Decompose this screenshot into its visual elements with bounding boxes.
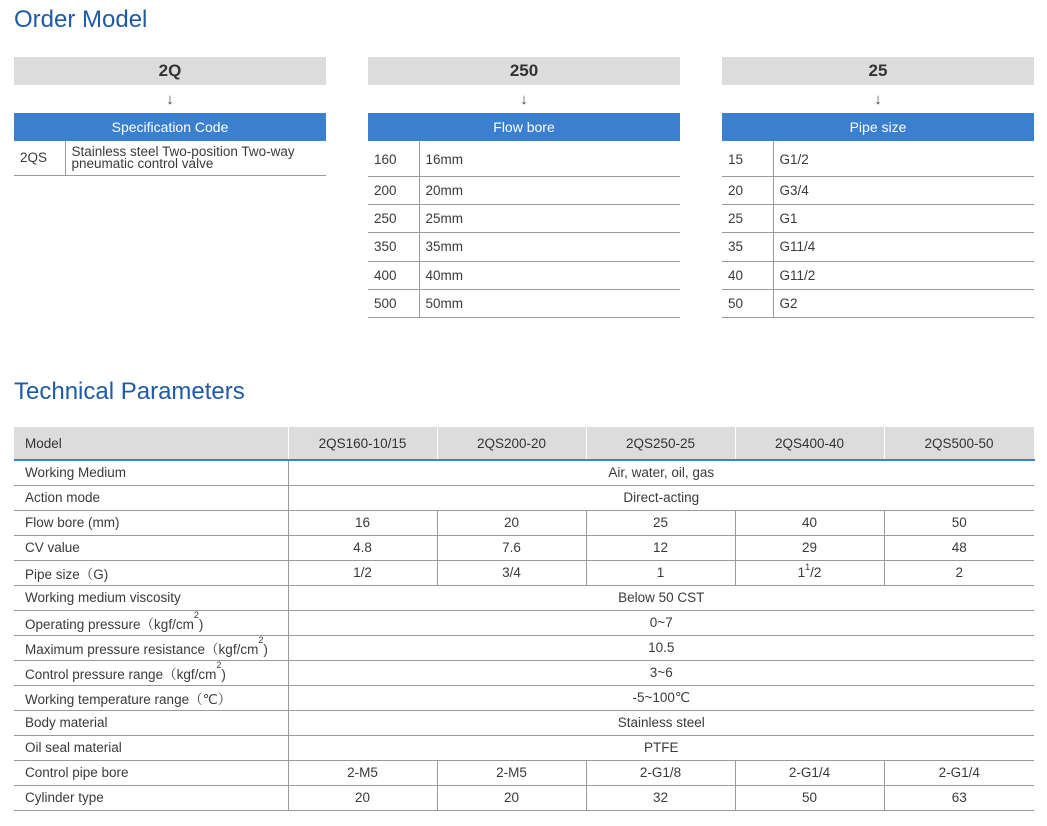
table-cell: 10.5: [288, 635, 1034, 660]
spec-code-cell: 2QS: [14, 141, 65, 175]
row-label: Working medium viscosity: [14, 585, 288, 610]
table-header-row: [14, 427, 1034, 460]
column-header: 2QS400-40: [735, 427, 884, 460]
order-code-box: 2Q: [14, 57, 326, 85]
table-row: [14, 685, 1034, 710]
table-cell: 20: [437, 785, 586, 810]
label-text: ): [221, 666, 226, 682]
code-cell: 20: [722, 176, 773, 204]
technical-parameters-title: Technical Parameters: [14, 378, 245, 405]
table-row: [722, 204, 1034, 232]
order-column-header: Flow bore: [368, 113, 680, 141]
table-cell: 2-G1/8: [586, 760, 735, 785]
table-row: [722, 233, 1034, 261]
table-cell: 2: [884, 560, 1034, 585]
label-text: ): [198, 616, 204, 632]
table-row: [14, 141, 326, 175]
table-cell: 0~7: [288, 610, 1034, 635]
table-cell: 48: [884, 535, 1034, 560]
row-label: Action mode: [14, 485, 288, 510]
desc-cell: G1: [773, 204, 1034, 232]
row-label: [14, 610, 288, 635]
table-cell: 2-G1/4: [735, 760, 884, 785]
row-label: CV value: [14, 535, 288, 560]
table-row: [14, 760, 1034, 785]
order-column-flow-bore: [368, 57, 680, 318]
row-label: Control pipe bore: [14, 760, 288, 785]
flow-bore-table: [368, 141, 680, 318]
table-row: [722, 261, 1034, 289]
desc-cell: 16mm: [419, 141, 680, 176]
table-cell: 40: [735, 510, 884, 535]
table-cell: 2-M5: [288, 760, 437, 785]
row-label: [14, 635, 288, 660]
table-cell: Below 50 CST: [288, 585, 1034, 610]
superscript: 1: [805, 562, 811, 572]
desc-cell: G11/2: [773, 261, 1034, 289]
arrow-down-icon: ↓: [166, 91, 174, 108]
table-row: [368, 204, 680, 232]
table-cell: 50: [884, 510, 1034, 535]
order-model-title: Order Model: [14, 6, 148, 33]
column-header: 2QS250-25: [586, 427, 735, 460]
table-row: [368, 141, 680, 176]
desc-cell: G11/4: [773, 233, 1034, 261]
label-text: Control pressure range（kgf/cm: [25, 666, 217, 682]
table-cell: Direct-acting: [288, 485, 1034, 510]
table-cell: 3~6: [288, 660, 1034, 685]
table-cell: Air, water, oil, gas: [288, 460, 1034, 485]
table-cell: 7.6: [437, 535, 586, 560]
table-row: [368, 233, 680, 261]
order-column-spec: [14, 57, 326, 176]
order-column-header: Pipe size: [722, 113, 1034, 141]
row-label: [14, 660, 288, 685]
technical-parameters-table: [14, 427, 1035, 811]
table-cell: 16: [288, 510, 437, 535]
spec-desc-line: Stainless steel Two-position Two-way: [71, 143, 295, 159]
code-cell: 160: [368, 141, 419, 176]
superscript: 2: [216, 659, 222, 670]
desc-cell: 40mm: [419, 261, 680, 289]
table-cell: 3/4: [437, 560, 586, 585]
code-cell: 400: [368, 261, 419, 289]
table-row: [14, 660, 1034, 685]
table-cell: 1/2: [288, 560, 437, 585]
spec-desc-line: pneumatic control valve: [71, 155, 214, 171]
table-cell: 63: [884, 785, 1034, 810]
table-row: [14, 710, 1034, 735]
table-row: [14, 560, 1034, 585]
code-cell: 200: [368, 176, 419, 204]
column-header: 2QS160-10/15: [288, 427, 437, 460]
table-cell: 20: [288, 785, 437, 810]
desc-cell: G3/4: [773, 176, 1034, 204]
column-header: 2QS500-50: [884, 427, 1034, 460]
arrow-down-icon: ↓: [520, 91, 528, 108]
row-label: Cylinder type: [14, 785, 288, 810]
row-label: Flow bore (mm): [14, 510, 288, 535]
table-cell: 2-G1/4: [884, 760, 1034, 785]
table-row: [14, 635, 1034, 660]
table-row: [14, 585, 1034, 610]
table-cell: [735, 560, 884, 585]
pipe-size-table: [722, 141, 1034, 318]
table-row: [722, 176, 1034, 204]
row-label: Body material: [14, 710, 288, 735]
code-cell: 40: [722, 261, 773, 289]
spec-desc-cell: [65, 141, 326, 175]
table-cell: 50: [735, 785, 884, 810]
superscript: 2: [193, 609, 199, 620]
table-cell: 12: [586, 535, 735, 560]
label-text: ): [263, 641, 268, 657]
order-column-pipe-size: [722, 57, 1034, 318]
table-row: [14, 535, 1034, 560]
code-cell: 50: [722, 290, 773, 318]
cell-text: 1: [797, 565, 806, 580]
table-cell: -5~100℃: [288, 685, 1034, 710]
code-cell: 15: [722, 141, 773, 176]
row-label: Working temperature range（℃）: [14, 685, 288, 710]
desc-cell: 35mm: [419, 233, 680, 261]
row-label: Working Medium: [14, 460, 288, 485]
cell-text: /2: [810, 565, 822, 580]
table-cell: 20: [437, 510, 586, 535]
table-cell: 4.8: [288, 535, 437, 560]
desc-cell: 20mm: [419, 176, 680, 204]
table-row: [368, 176, 680, 204]
code-cell: 35: [722, 233, 773, 261]
code-cell: 500: [368, 290, 419, 318]
code-cell: 250: [368, 204, 419, 232]
table-cell: 25: [586, 510, 735, 535]
table-row: [14, 460, 1034, 485]
table-row: [14, 735, 1034, 760]
arrow-down-icon: ↓: [874, 91, 882, 108]
table-row: [14, 510, 1034, 535]
desc-cell: G2: [773, 290, 1034, 318]
table-cell: 2-M5: [437, 760, 586, 785]
desc-cell: G1/2: [773, 141, 1034, 176]
code-cell: 25: [722, 204, 773, 232]
table-cell: PTFE: [288, 735, 1034, 760]
order-code-box: 250: [368, 57, 680, 85]
table-row: [368, 261, 680, 289]
spec-code-table: [14, 141, 326, 176]
table-row: [14, 785, 1034, 810]
table-row: [14, 610, 1034, 635]
table-row: [14, 485, 1034, 510]
table-cell: 1: [586, 560, 735, 585]
code-cell: 350: [368, 233, 419, 261]
table-row: [368, 290, 680, 318]
row-label: Oil seal material: [14, 735, 288, 760]
column-header: Model: [14, 427, 288, 460]
desc-cell: 50mm: [419, 290, 680, 318]
table-cell: 32: [586, 785, 735, 810]
row-label: Pipe size（G): [14, 560, 288, 585]
order-column-header: Specification Code: [14, 113, 326, 141]
label-text: Operating pressure（kgf/cm: [25, 616, 194, 632]
table-cell: 29: [735, 535, 884, 560]
desc-cell: 25mm: [419, 204, 680, 232]
order-code-box: 25: [722, 57, 1034, 85]
table-row: [722, 141, 1034, 176]
table-cell: Stainless steel: [288, 710, 1034, 735]
column-header: 2QS200-20: [437, 427, 586, 460]
label-text: Maximum pressure resistance（kgf/cm: [25, 641, 259, 657]
superscript: 2: [258, 634, 264, 645]
table-row: [722, 290, 1034, 318]
